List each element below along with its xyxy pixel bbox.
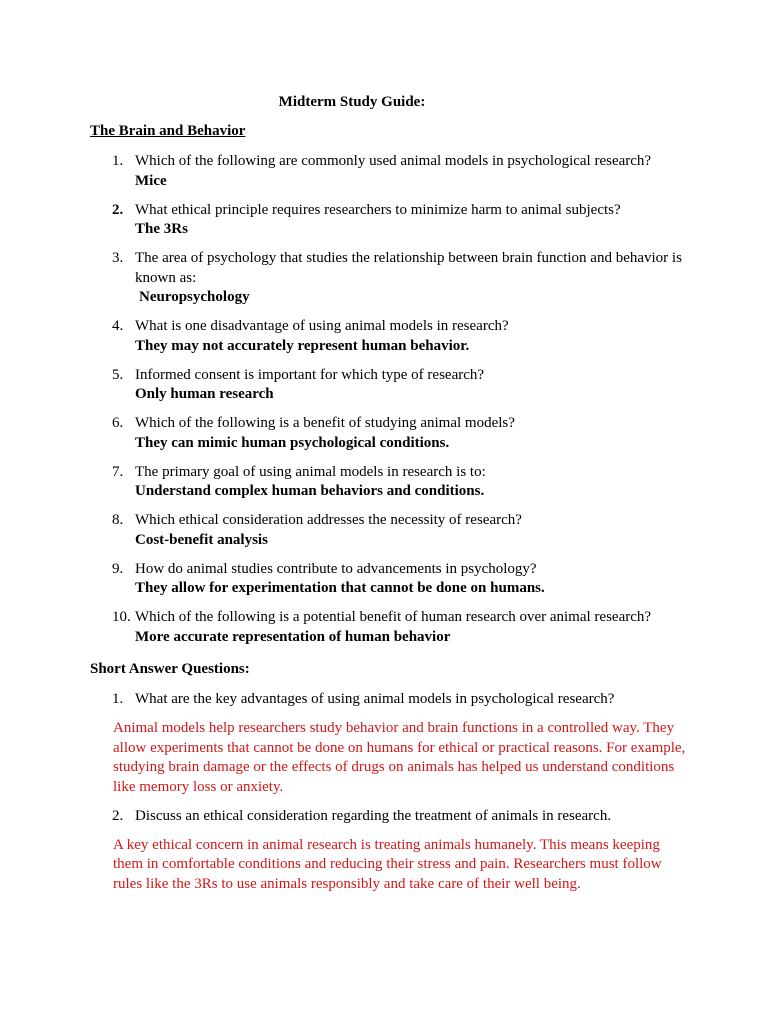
question-item: [90, 201, 690, 240]
section-heading: The Brain and Behavior: [90, 123, 246, 139]
question-text: Which ethical consideration addresses the necessity of research?: [135, 512, 522, 528]
question-text: What ethical principle requires researchers to minimize harm to animal subjects?: [135, 201, 621, 218]
question-number: 5.: [112, 366, 124, 383]
answer-text: They allow for experimentation that cannot be done on humans.: [135, 580, 545, 596]
answer-text: Understand complex human behaviors and conditions.: [135, 483, 485, 499]
question-number: 7.: [112, 463, 124, 480]
question-number: 9.: [112, 560, 124, 577]
short-answer-number: 1.: [112, 691, 124, 707]
answer-text: Mice: [135, 172, 167, 189]
short-answer-number: 2.: [112, 807, 124, 824]
question-number: 10.: [112, 609, 131, 625]
question-text: Which of the following is a benefit of studying animal models?: [135, 415, 515, 431]
question-number: 3.: [112, 250, 124, 266]
answer-text: They can mimic human psychological conditions.: [135, 434, 450, 451]
answer-text: Only human research: [135, 386, 274, 402]
answer-text: The 3Rs: [135, 221, 188, 237]
question-item: [90, 249, 690, 308]
question-number: 2.: [112, 201, 124, 218]
question-item: [90, 511, 690, 550]
answer-text: Neuropsychology: [139, 289, 250, 305]
answer-text: More accurate representation of human behavior: [135, 628, 451, 645]
short-answer-response: A key ethical concern in animal research is treating animals humanely. This means keeping them in comfortable conditions and reducing their stress and pain. Researchers must follow rules like the 3Rs to use animals responsibly and take care of their well being.: [113, 836, 662, 892]
question-number: 8.: [112, 512, 124, 528]
question-item: [90, 152, 690, 191]
question-item: [90, 463, 690, 502]
question-text: The primary goal of using animal models in research is to:: [135, 463, 486, 480]
question-item: [90, 608, 690, 647]
answer-text: They may not accurately represent human behavior.: [135, 337, 470, 354]
question-item: [90, 414, 690, 453]
question-item: [90, 366, 690, 405]
question-text: Which of the following is a potential benefit of human research over animal research?: [135, 609, 652, 625]
question-number: 6.: [112, 415, 124, 431]
short-answer-question: [90, 807, 690, 827]
short-answer-question: [90, 690, 690, 710]
question-text: How do animal studies contribute to advancements in psychology?: [135, 560, 537, 577]
short-answer-list: [90, 690, 690, 904]
question-number: 4.: [112, 318, 124, 334]
question-item: [90, 560, 690, 599]
question-text: The area of psychology that studies the relationship between brain function and behavior is known as:: [135, 250, 682, 286]
question-item: [90, 317, 690, 356]
question-text: Informed consent is important for which type of research?: [135, 366, 485, 383]
question-text: What is one disadvantage of using animal models in research?: [135, 318, 509, 334]
short-answer-heading: Short Answer Questions:: [90, 661, 250, 677]
short-answer-question-text: Discuss an ethical consideration regarding the treatment of animals in research.: [135, 807, 612, 824]
short-answer-question-text: What are the key advantages of using animal models in psychological research?: [135, 691, 615, 707]
document-title: Midterm Study Guide:: [278, 94, 426, 110]
question-list: [90, 152, 690, 657]
answer-text: Cost-benefit analysis: [135, 531, 268, 548]
question-text: Which of the following are commonly used animal models in psychological research?: [135, 153, 652, 169]
question-number: 1.: [112, 153, 124, 169]
short-answer-response: Animal models help researchers study behavior and brain functions in a controlled way. They allow experiments that cannot be done on humans for ethical or practical reasons. For example, studying brain damage or the effects of drugs on animals has helped us understand conditions like memory loss or anxiety.: [113, 720, 686, 795]
